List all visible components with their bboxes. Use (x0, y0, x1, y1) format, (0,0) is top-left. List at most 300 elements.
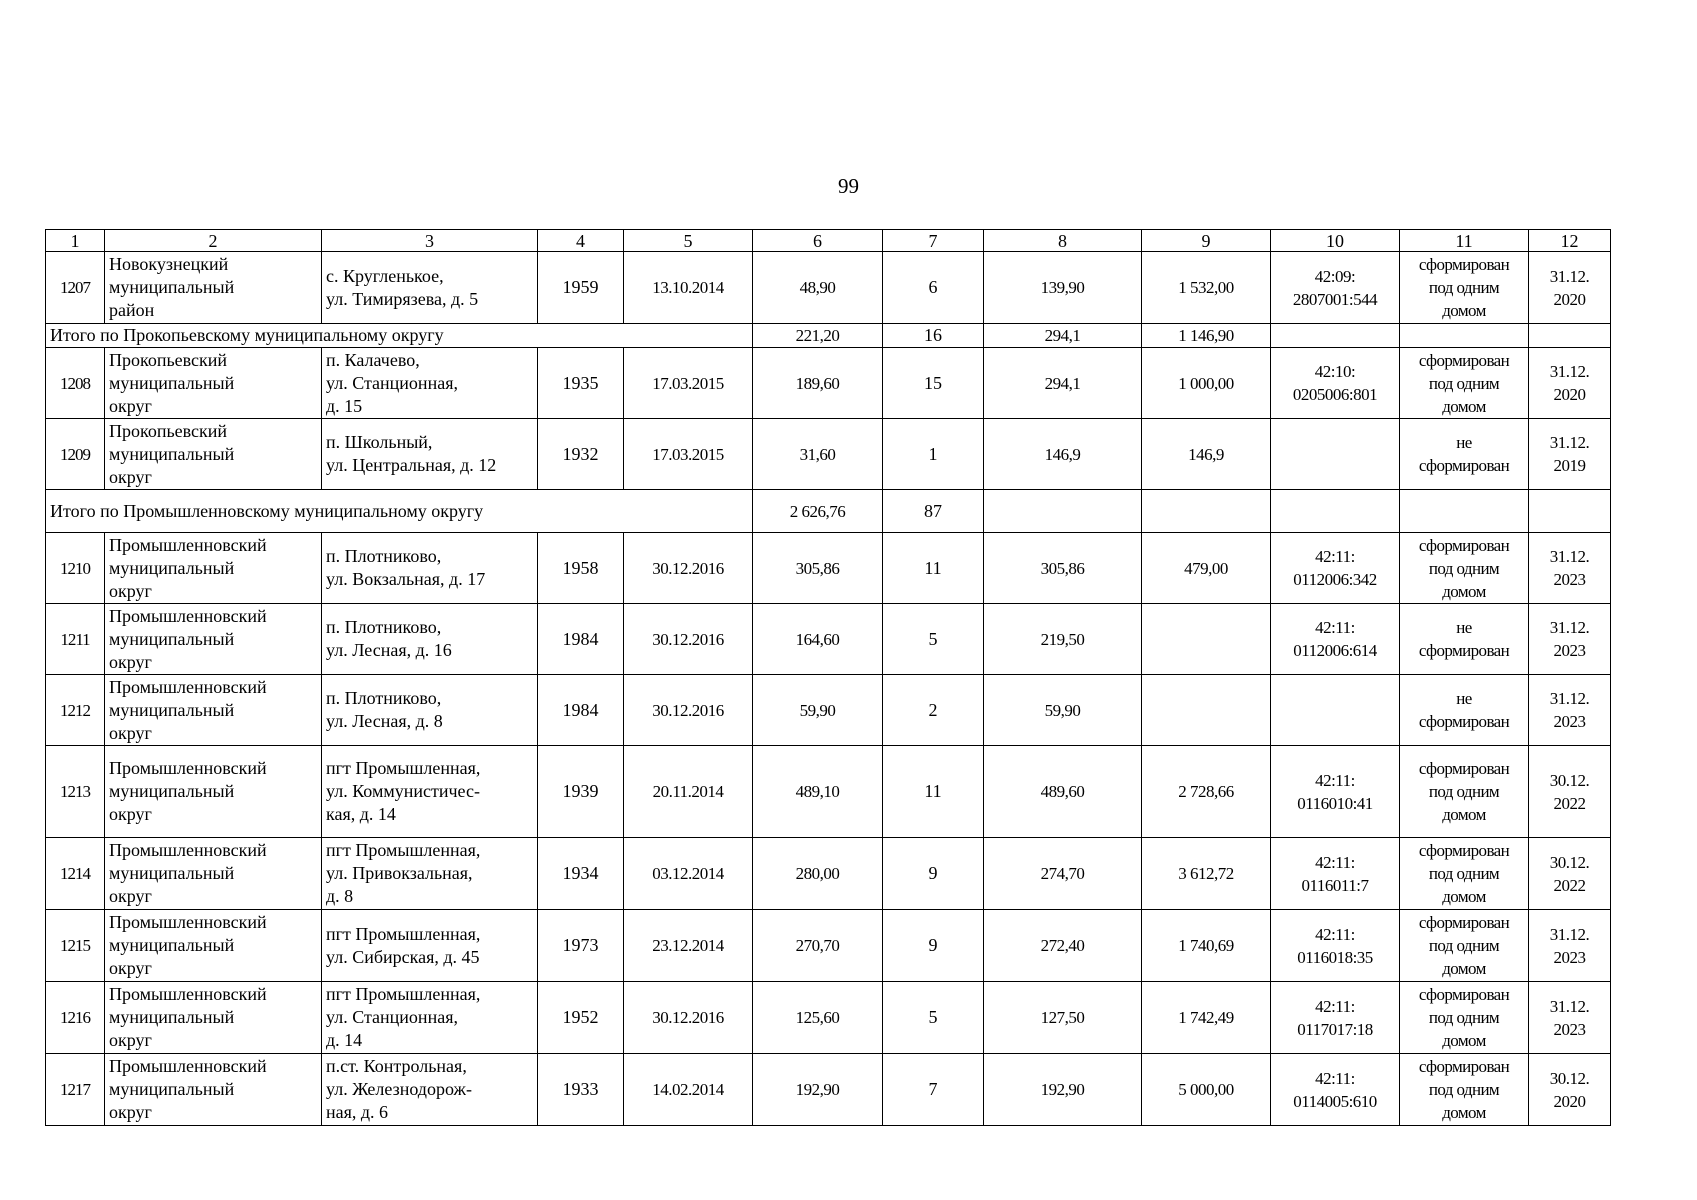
land-plot-status-line: под одним (1428, 936, 1500, 955)
area-col9: 2 728,66 (1142, 746, 1271, 838)
row-number: 1217 (46, 1054, 105, 1126)
row-number: 1207 (46, 252, 105, 324)
municipality-line: округ (109, 466, 152, 487)
address-line: п.ст. Контрольная, (326, 1056, 467, 1076)
resettlement-deadline (1529, 675, 1611, 746)
area-col9: 3 612,72 (1142, 838, 1271, 910)
cadastral-number (1271, 1054, 1400, 1126)
municipality (105, 419, 322, 490)
table-row (46, 910, 1611, 982)
address (322, 604, 538, 675)
resettlement-deadline-line: 31.12. (1549, 547, 1590, 566)
land-plot-status-line: сформирован (1418, 456, 1510, 475)
municipality-line: муниципальный (109, 372, 235, 393)
area-total: 31,60 (753, 419, 883, 490)
municipality (105, 1054, 322, 1126)
address-line: ул. Станционная, (326, 372, 458, 393)
residents-count: 6 (883, 252, 984, 324)
area-col8: 489,60 (984, 746, 1142, 838)
address (322, 838, 538, 910)
area-col9: 1 000,00 (1142, 348, 1271, 419)
cadastral-number-line: 42:11: (1315, 618, 1355, 637)
land-plot-status-line: под одним (1428, 278, 1500, 297)
address-line: ул. Вокзальная, д. 17 (326, 569, 486, 589)
municipality-line: Промышленновский (109, 840, 267, 860)
land-plot-status-line: сформирован (1418, 759, 1510, 778)
resettlement-deadline-line: 2020 (1553, 289, 1586, 309)
address-line: ул. Станционная, (326, 1007, 458, 1027)
municipality-line: муниципальный (109, 277, 235, 297)
area-total: 2 626,76 (753, 490, 883, 533)
land-plot-status-line: под одним (1428, 558, 1500, 578)
land-plot-status-line: не (1456, 689, 1472, 708)
residents-total: 87 (883, 490, 984, 533)
land-plot-status-line: сформирован (1418, 255, 1510, 274)
address-line: ул. Коммунистичес- (326, 781, 480, 801)
empty-cell (1271, 324, 1400, 348)
address (322, 982, 538, 1054)
land-plot-status-line: под одним (1428, 373, 1500, 393)
land-plot-status (1400, 910, 1529, 982)
cadastral-number-line: 42:09: (1314, 266, 1356, 286)
recognition-date: 30.12.2016 (624, 675, 753, 746)
resettlement-deadline (1529, 348, 1611, 419)
resettlement-deadline-line: 30.12. (1549, 1068, 1590, 1088)
area-col8: 139,90 (984, 252, 1142, 324)
residents-count: 9 (883, 838, 984, 910)
address (322, 675, 538, 746)
cadastral-number-line: 42:10: (1314, 362, 1356, 381)
resettlement-deadline (1529, 1054, 1611, 1126)
resettlement-deadline-line: 31.12. (1549, 618, 1590, 637)
address (322, 1054, 538, 1126)
column-number: 6 (753, 230, 883, 252)
empty-cell (1400, 324, 1529, 348)
municipality-line: округ (109, 804, 152, 824)
cadastral-number (1271, 348, 1400, 419)
land-plot-status (1400, 1054, 1529, 1126)
recognition-date: 30.12.2016 (624, 982, 753, 1054)
recognition-date: 23.12.2014 (624, 910, 753, 982)
empty-cell (1529, 490, 1611, 533)
address (322, 348, 538, 419)
cadastral-number-line: 0117017:18 (1297, 1019, 1373, 1039)
residents-count: 7 (883, 1054, 984, 1126)
residents-count: 11 (883, 533, 984, 604)
subtotal-label: Итого по Промышленновскому муниципальному округу (46, 490, 753, 533)
resettlement-deadline (1529, 419, 1611, 490)
resettlement-deadline-line: 30.12. (1549, 770, 1590, 790)
resettlement-deadline (1529, 910, 1611, 982)
resettlement-deadline (1529, 604, 1611, 675)
construction-year: 1973 (538, 910, 624, 982)
area-total: 305,86 (753, 533, 883, 604)
land-plot-status-line: домом (1442, 805, 1486, 824)
address (322, 533, 538, 604)
municipality (105, 982, 322, 1054)
row-number: 1213 (46, 746, 105, 838)
resettlement-deadline-line: 31.12. (1549, 362, 1590, 381)
land-plot-status-line: сформирован (1418, 535, 1510, 555)
column-number: 11 (1400, 230, 1529, 252)
address-line: д. 14 (326, 1030, 363, 1050)
area-col9: 1 532,00 (1142, 252, 1271, 324)
cadastral-number-line: 0112006:342 (1293, 570, 1377, 589)
land-plot-status-line: под одним (1428, 864, 1500, 883)
recognition-date: 14.02.2014 (624, 1054, 753, 1126)
area-col9: 1 740,69 (1142, 910, 1271, 982)
cadastral-number (1271, 746, 1400, 838)
resettlement-deadline (1529, 533, 1611, 604)
table-row (46, 746, 1611, 838)
area-total: 59,90 (753, 675, 883, 746)
construction-year: 1933 (538, 1054, 624, 1126)
residents-count: 2 (883, 675, 984, 746)
cadastral-number (1271, 910, 1400, 982)
land-plot-status (1400, 533, 1529, 604)
resettlement-deadline (1529, 746, 1611, 838)
residents-count: 5 (883, 982, 984, 1054)
land-plot-status-line: домом (1442, 396, 1486, 416)
address-line: д. 8 (326, 886, 354, 906)
municipality (105, 533, 322, 604)
municipality (105, 910, 322, 982)
recognition-date: 17.03.2015 (624, 348, 753, 419)
land-plot-status-line: под одним (1428, 1008, 1500, 1027)
recognition-date: 17.03.2015 (624, 419, 753, 490)
cadastral-number-line: 0116010:41 (1297, 793, 1373, 813)
construction-year: 1958 (538, 533, 624, 604)
row-number: 1210 (46, 533, 105, 604)
land-plot-status (1400, 982, 1529, 1054)
municipality-line: округ (109, 722, 152, 743)
land-plot-status-line: домом (1442, 959, 1486, 978)
cadastral-number (1271, 419, 1400, 490)
municipality-line: Промышленновский (109, 676, 267, 697)
municipality-line: Промышленновский (109, 758, 267, 778)
municipality-line: округ (109, 1102, 152, 1122)
address-line: ул. Центральная, д. 12 (326, 455, 497, 475)
cadastral-number (1271, 604, 1400, 675)
page-number: 99 (838, 174, 859, 198)
municipality-line: округ (109, 958, 152, 978)
column-number: 7 (883, 230, 984, 252)
row-number: 1208 (46, 348, 105, 419)
cadastral-number-line: 0205006:801 (1292, 385, 1378, 404)
area-col9 (1142, 604, 1271, 675)
land-plot-status-line: сформирован (1418, 1057, 1510, 1076)
area-col9: 1 742,49 (1142, 982, 1271, 1054)
row-number: 1212 (46, 675, 105, 746)
land-plot-status-line: домом (1442, 1031, 1486, 1050)
resettlement-deadline-line: 31.12. (1549, 689, 1590, 708)
column-number: 1 (46, 230, 105, 252)
municipality-line: муниципальный (109, 443, 235, 464)
area-total: 489,10 (753, 746, 883, 838)
cadastral-number (1271, 533, 1400, 604)
area-total: 192,90 (753, 1054, 883, 1126)
empty-cell (1529, 324, 1611, 348)
municipality-line: муниципальный (109, 628, 235, 649)
land-plot-status-line: домом (1442, 1103, 1486, 1122)
municipality-line: Новокузнецкий (109, 254, 229, 274)
municipality-line: округ (109, 1030, 152, 1050)
column-number: 10 (1271, 230, 1400, 252)
cadastral-number-line: 42:11: (1315, 1068, 1355, 1088)
table-row (46, 838, 1611, 910)
address-line: д. 15 (326, 395, 363, 416)
table-row (46, 675, 1611, 746)
land-plot-status-line: сформирован (1418, 350, 1510, 370)
municipality-line: Промышленновский (109, 605, 267, 626)
table-row (46, 1054, 1611, 1126)
cadastral-number (1271, 838, 1400, 910)
municipality (105, 348, 322, 419)
cadastral-number-line: 42:11: (1315, 547, 1355, 566)
construction-year: 1952 (538, 982, 624, 1054)
empty-cell (1400, 490, 1529, 533)
table-row (46, 419, 1611, 490)
area-col8 (984, 490, 1142, 533)
recognition-date: 03.12.2014 (624, 838, 753, 910)
area-total: 164,60 (753, 604, 883, 675)
column-number: 9 (1142, 230, 1271, 252)
column-number: 4 (538, 230, 624, 252)
land-plot-status-line: сформирован (1418, 641, 1510, 660)
municipality-line: муниципальный (109, 935, 235, 955)
row-number: 1211 (46, 604, 105, 675)
resettlement-deadline-line: 2023 (1553, 1019, 1586, 1039)
land-plot-status-line: домом (1442, 887, 1486, 906)
cadastral-number-line: 42:11: (1315, 770, 1355, 790)
municipality-line: муниципальный (109, 699, 235, 720)
area-col8: 59,90 (984, 675, 1142, 746)
cadastral-number-line: 42:11: (1315, 852, 1355, 872)
municipality-line: муниципальный (109, 863, 235, 883)
municipality-line: округ (109, 395, 152, 416)
area-total: 189,60 (753, 348, 883, 419)
area-col9: 5 000,00 (1142, 1054, 1271, 1126)
area-col9: 146,9 (1142, 419, 1271, 490)
address-line: п. Плотниково, (326, 617, 442, 637)
cadastral-number (1271, 252, 1400, 324)
municipality-line: Прокопьевский (109, 420, 228, 441)
area-col9 (1142, 490, 1271, 533)
municipality-line: округ (109, 651, 152, 672)
area-col8: 219,50 (984, 604, 1142, 675)
construction-year: 1935 (538, 348, 624, 419)
resettlement-deadline-line: 2023 (1553, 947, 1586, 967)
municipality-line: муниципальный (109, 781, 235, 801)
cadastral-number-line: 0112006:614 (1293, 641, 1377, 660)
construction-year: 1932 (538, 419, 624, 490)
housing-registry-table (45, 229, 1611, 1126)
address (322, 419, 538, 490)
land-plot-status (1400, 838, 1529, 910)
land-plot-status (1400, 419, 1529, 490)
table-row (46, 348, 1611, 419)
municipality (105, 746, 322, 838)
municipality-line: муниципальный (109, 1079, 235, 1099)
cadastral-number-line: 0116011:7 (1301, 875, 1369, 895)
address-line: ул. Тимирязева, д. 5 (326, 288, 479, 309)
row-number: 1214 (46, 838, 105, 910)
address-line: кая, д. 14 (326, 804, 396, 824)
land-plot-status (1400, 348, 1529, 419)
cadastral-number-line: 42:11: (1315, 924, 1355, 944)
residents-count: 15 (883, 348, 984, 419)
land-plot-status (1400, 675, 1529, 746)
cadastral-number-line: 0116018:35 (1297, 947, 1373, 967)
area-col8: 127,50 (984, 982, 1142, 1054)
row-number: 1215 (46, 910, 105, 982)
row-number: 1216 (46, 982, 105, 1054)
residents-count: 9 (883, 910, 984, 982)
cadastral-number-line: 0114005:610 (1293, 1091, 1377, 1111)
empty-cell (1271, 490, 1400, 533)
resettlement-deadline-line: 2020 (1553, 1091, 1586, 1111)
land-plot-status (1400, 604, 1529, 675)
land-plot-status-line: сформирован (1418, 985, 1510, 1004)
area-col8: 192,90 (984, 1054, 1142, 1126)
recognition-date: 13.10.2014 (624, 252, 753, 324)
municipality-line: Прокопьевский (109, 349, 228, 370)
resettlement-deadline-line: 2022 (1553, 875, 1586, 895)
municipality-line: округ (109, 580, 152, 601)
address-line: пгт Промышленная, (326, 840, 481, 860)
municipality-line: Промышленновский (109, 912, 267, 932)
area-total: 125,60 (753, 982, 883, 1054)
resettlement-deadline (1529, 838, 1611, 910)
land-plot-status-line: домом (1442, 301, 1486, 320)
land-plot-status-line: не (1456, 618, 1472, 637)
area-total: 221,20 (753, 324, 883, 348)
municipality-line: округ (109, 886, 152, 906)
municipality-line: муниципальный (109, 557, 235, 578)
land-plot-status-line: под одним (1428, 1080, 1500, 1099)
column-number: 5 (624, 230, 753, 252)
column-number-row (46, 230, 1611, 252)
address (322, 746, 538, 838)
resettlement-deadline-line: 2019 (1553, 456, 1586, 475)
land-plot-status-line: не (1456, 433, 1472, 452)
land-plot-status-line: под одним (1428, 782, 1500, 801)
cadastral-number-line: 42:11: (1315, 996, 1355, 1016)
land-plot-status-line: сформирован (1418, 841, 1510, 860)
table-row (46, 533, 1611, 604)
resettlement-deadline-line: 30.12. (1549, 852, 1590, 872)
address-line: ул. Лесная, д. 16 (326, 640, 452, 660)
municipality-line: Промышленновский (109, 1056, 267, 1076)
row-number: 1209 (46, 419, 105, 490)
recognition-date: 20.11.2014 (624, 746, 753, 838)
construction-year: 1984 (538, 604, 624, 675)
resettlement-deadline-line: 31.12. (1549, 266, 1590, 286)
land-plot-status-line: сформирован (1418, 712, 1510, 731)
municipality (105, 838, 322, 910)
residents-total: 16 (883, 324, 984, 348)
resettlement-deadline (1529, 252, 1611, 324)
area-col8: 274,70 (984, 838, 1142, 910)
table-row (46, 982, 1611, 1054)
address-line: ул. Привокзальная, (326, 863, 473, 883)
subtotal-row (46, 490, 1611, 533)
address-line: ул. Сибирская, д. 45 (326, 946, 480, 967)
land-plot-status (1400, 252, 1529, 324)
recognition-date: 30.12.2016 (624, 533, 753, 604)
resettlement-deadline-line: 31.12. (1549, 996, 1590, 1016)
residents-count: 11 (883, 746, 984, 838)
resettlement-deadline-line: 31.12. (1549, 433, 1590, 452)
resettlement-deadline (1529, 982, 1611, 1054)
resettlement-deadline-line: 2023 (1553, 641, 1586, 660)
address-line: п. Плотниково, (326, 546, 442, 566)
area-col8: 146,9 (984, 419, 1142, 490)
address-line: пгт Промышленная, (326, 984, 481, 1004)
address (322, 252, 538, 324)
column-number: 12 (1529, 230, 1611, 252)
address-line: ная, д. 6 (326, 1102, 389, 1122)
address-line: п. Плотниково, (326, 688, 442, 708)
subtotal-label: Итого по Прокопьевскому муниципальному округу (46, 324, 753, 348)
area-col8: 305,86 (984, 533, 1142, 604)
construction-year: 1939 (538, 746, 624, 838)
address-line: пгт Промышленная, (326, 758, 481, 778)
municipality (105, 604, 322, 675)
municipality (105, 252, 322, 324)
table-row (46, 604, 1611, 675)
area-col8: 294,1 (984, 348, 1142, 419)
address-line: пгт Промышленная, (326, 923, 481, 944)
construction-year: 1934 (538, 838, 624, 910)
land-plot-status (1400, 746, 1529, 838)
municipality-line: Промышленновский (109, 534, 267, 555)
municipality (105, 675, 322, 746)
residents-count: 5 (883, 604, 984, 675)
area-col9: 479,00 (1142, 533, 1271, 604)
construction-year: 1959 (538, 252, 624, 324)
construction-year: 1984 (538, 675, 624, 746)
address-line: п. Школьный, (326, 432, 433, 452)
area-col9: 1 146,90 (1142, 324, 1271, 348)
resettlement-deadline-line: 2023 (1553, 712, 1586, 731)
area-total: 280,00 (753, 838, 883, 910)
area-total: 48,90 (753, 252, 883, 324)
area-col8: 272,40 (984, 910, 1142, 982)
column-number: 2 (105, 230, 322, 252)
land-plot-status-line: домом (1442, 581, 1486, 601)
municipality-line: район (109, 300, 155, 320)
area-total: 270,70 (753, 910, 883, 982)
area-col8: 294,1 (984, 324, 1142, 348)
subtotal-row (46, 324, 1611, 348)
municipality-line: Промышленновский (109, 984, 267, 1004)
resettlement-deadline-line: 2023 (1553, 570, 1586, 589)
column-number: 3 (322, 230, 538, 252)
land-plot-status-line: сформирован (1418, 913, 1510, 932)
column-number: 8 (984, 230, 1142, 252)
address-line: ул. Железнодорож- (326, 1079, 472, 1099)
table-row (46, 252, 1611, 324)
resettlement-deadline-line: 2022 (1553, 793, 1586, 813)
cadastral-number-line: 2807001:544 (1292, 289, 1378, 309)
address-line: с. Кругленькое, (326, 265, 444, 286)
address-line: п. Калачево, (326, 349, 420, 370)
cadastral-number (1271, 675, 1400, 746)
resettlement-deadline-line: 2020 (1553, 385, 1586, 404)
municipality-line: муниципальный (109, 1007, 235, 1027)
residents-count: 1 (883, 419, 984, 490)
